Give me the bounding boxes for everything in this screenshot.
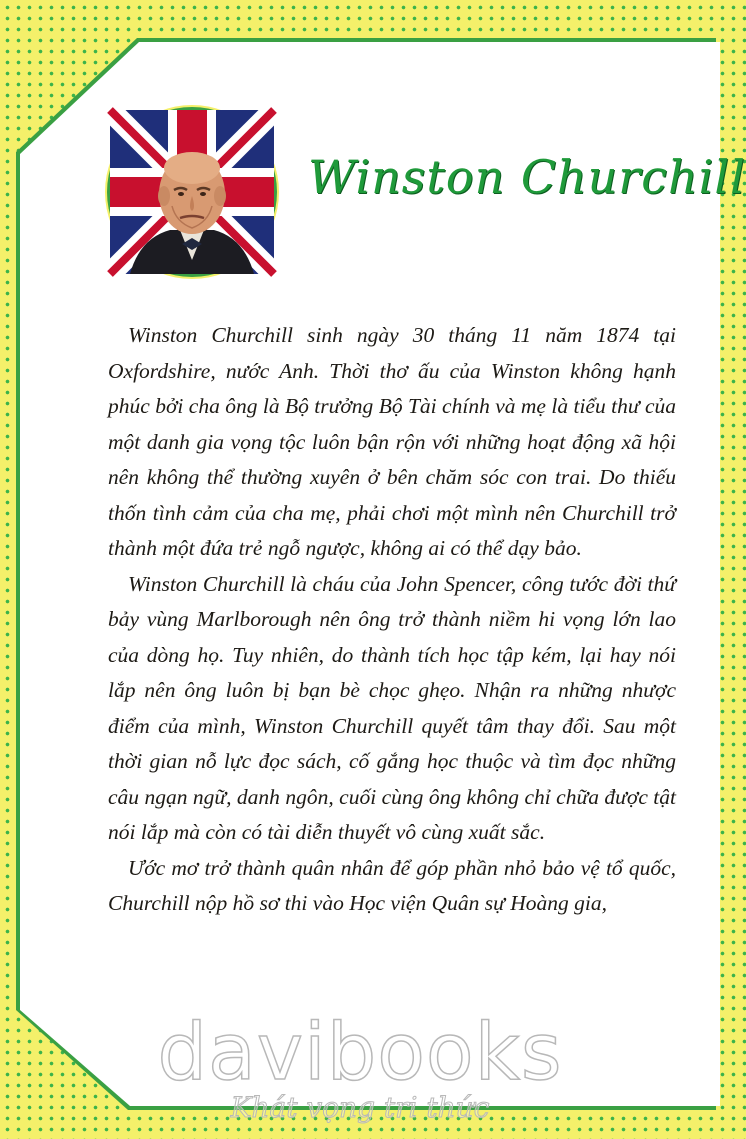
article-body [108, 318, 676, 922]
churchill-portrait-icon [110, 110, 274, 274]
paragraph: Winston Churchill sinh ngày 30 tháng 11 năm 1874 tại Oxfordshire, nước Anh. Thời thơ ấu của Winston không hạnh phúc bởi cha ông là Bộ trưởng Bộ Tài chính và mẹ là tiểu thư của một danh gia vọng tộc luôn bận rộn với những hoạt động xã hội nên không thể thường xuyên ở bên chăm sóc con trai. Do thiếu thốn tình cảm của cha mẹ, phải chơi một mình nên Churchill trở thành một đứa trẻ ngỗ ngược, không ai có thể dạy bảo. [108, 323, 676, 560]
publisher-watermark [150, 1008, 570, 1128]
page-title: Winston Churchill [308, 150, 746, 204]
paragraph: Ước mơ trở thành quân nhân để góp phần nhỏ bảo vệ tổ quốc, Churchill nộp hồ sơ thi vào Học viện Quân sự Hoàng gia, [108, 855, 676, 915]
watermark-brand: davibooks [157, 1008, 563, 1098]
paragraph: Winston Churchill là cháu của John Spencer, công tước đời thứ bảy vùng Marlborough nên ông trở thành niềm hi vọng lớn lao của dòng họ. Tuy nhiên, do thành tích học tập kém, lại hay nói lắp nên ông luôn bị bạn bè chọc ghẹo. Nhận ra những nhược điểm của mình, Winston Churchill quyết tâm thay đổi. Sau một thời gian nỗ lực đọc sách, cố gắng học thuộc và tìm đọc những câu ngạn ngữ, danh ngôn, cuối cùng ông không chỉ chữa được tật nói lắp mà còn có tài diễn thuyết vô cùng xuất sắc. [108, 571, 676, 844]
watermark-slogan: Khát vọng tri thức [230, 1091, 490, 1124]
